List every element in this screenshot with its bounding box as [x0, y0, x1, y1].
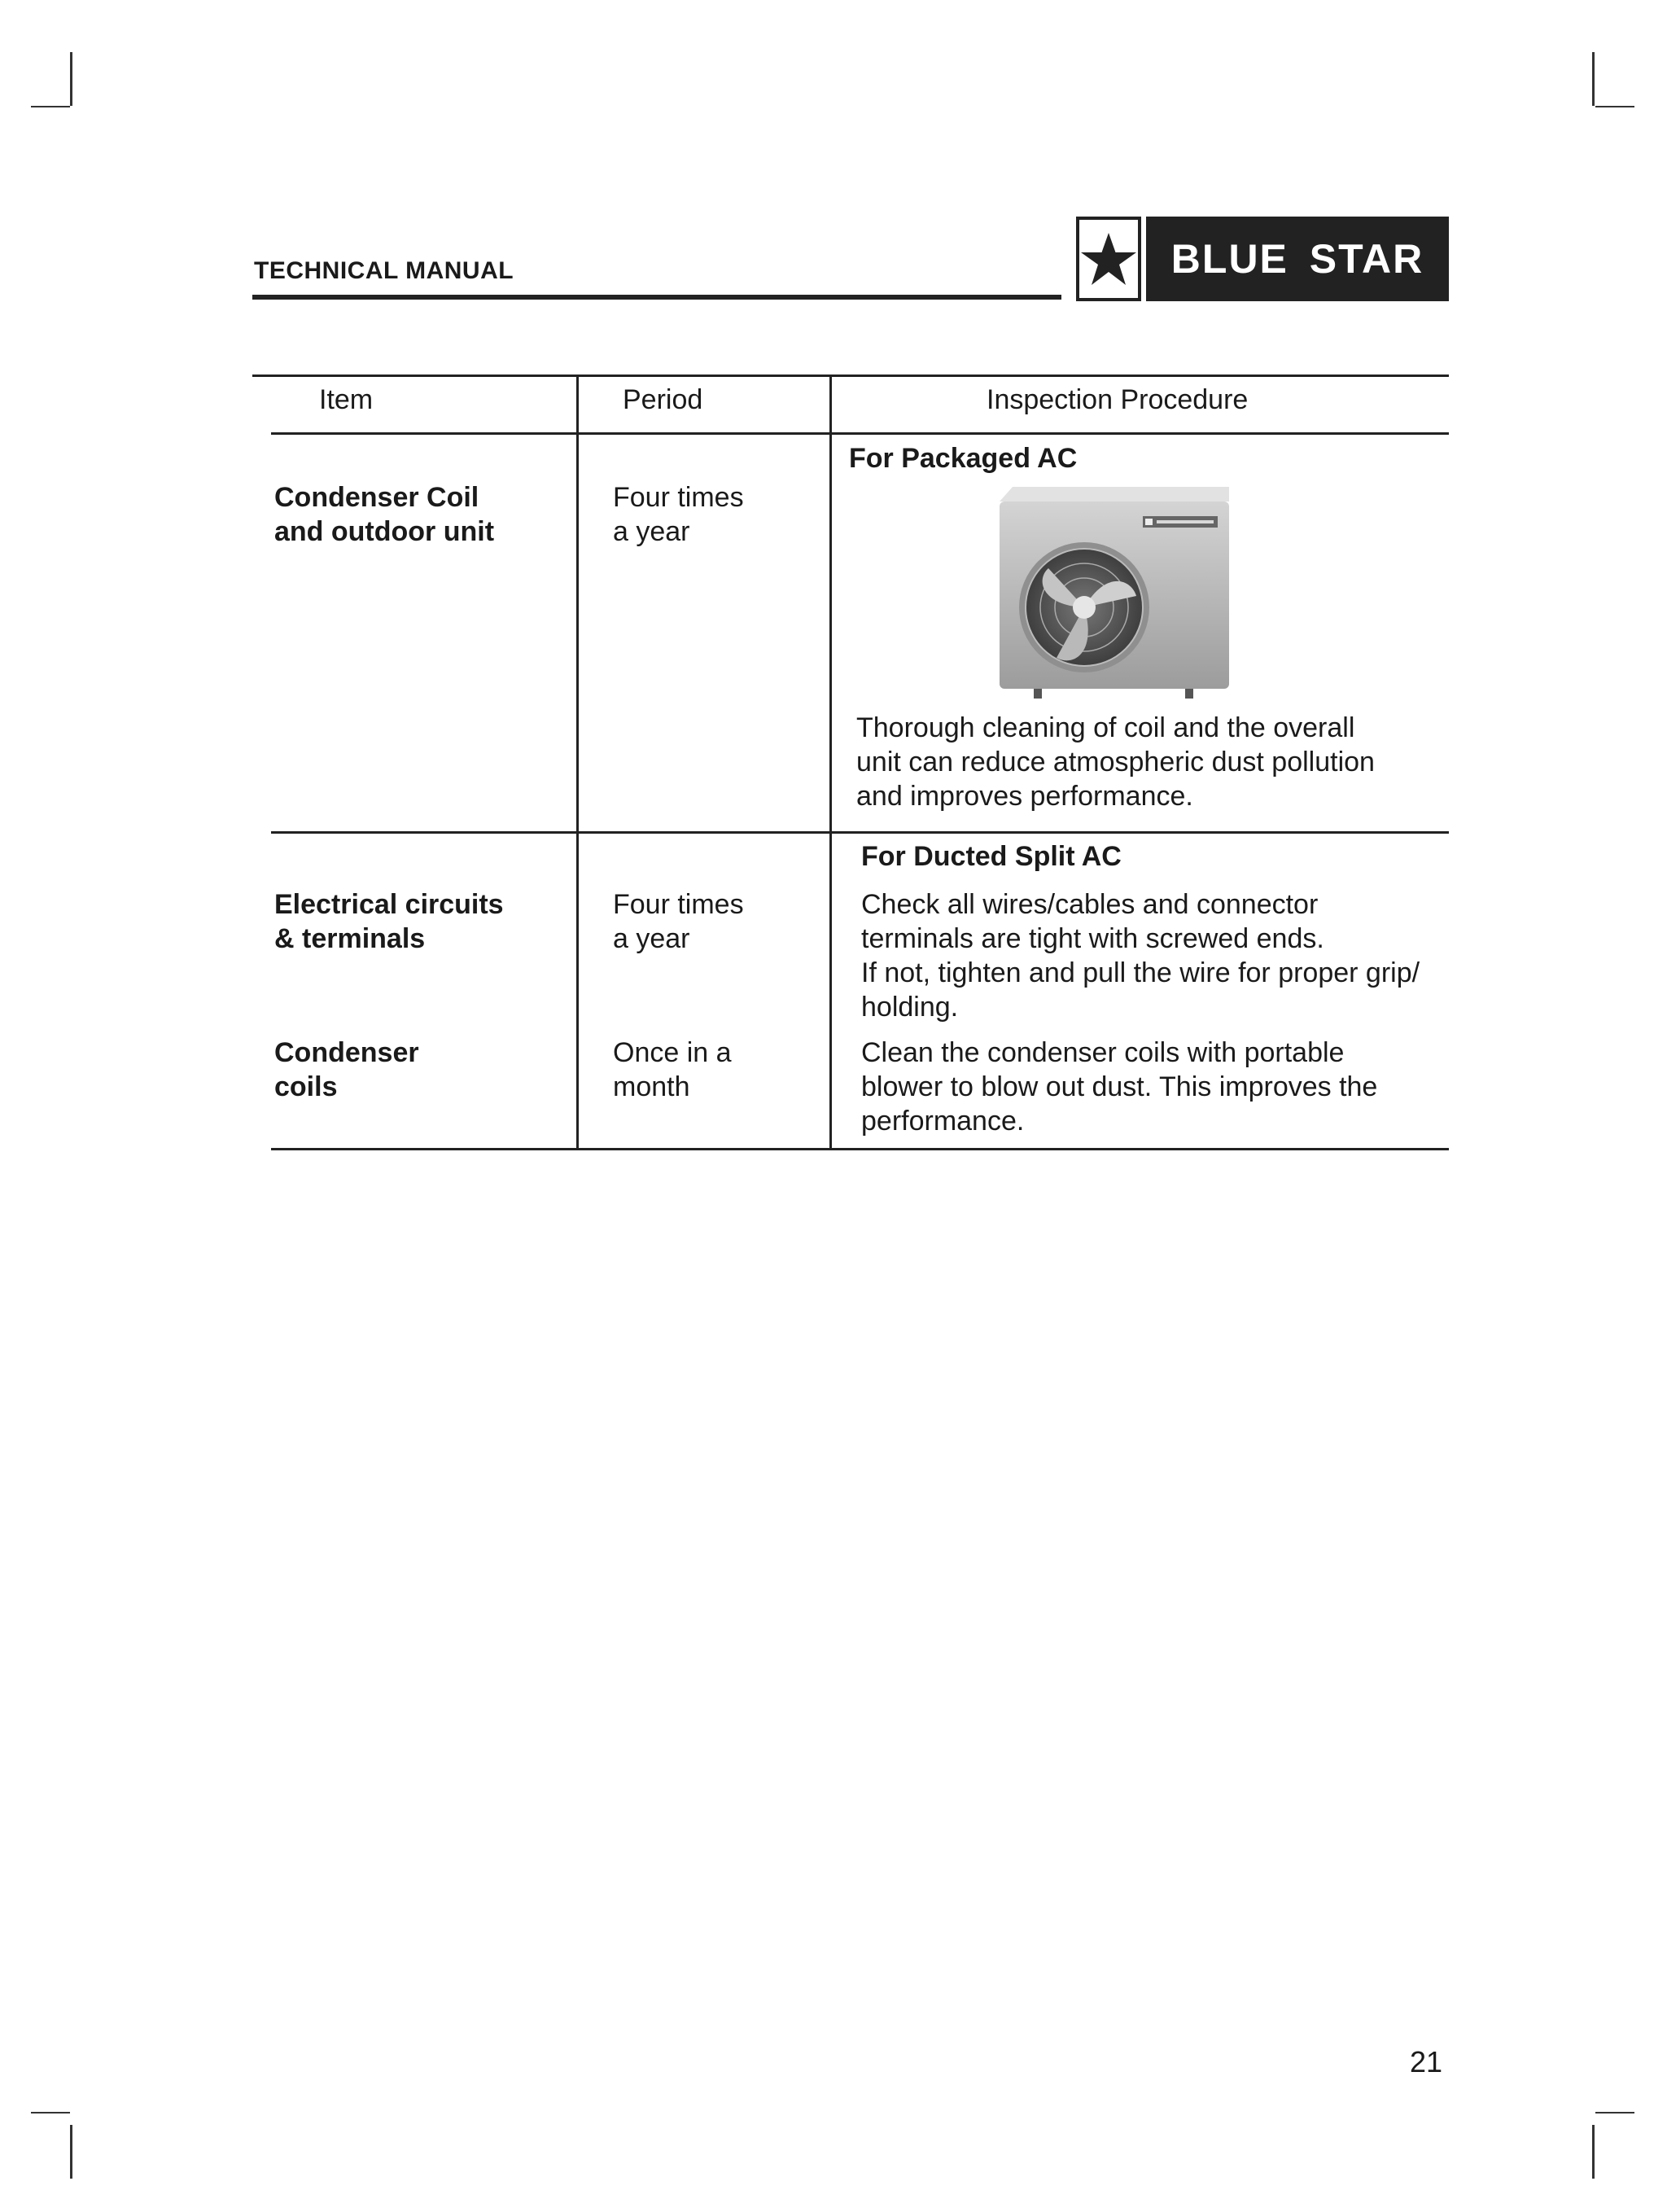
- row-period: Four times a year: [613, 482, 744, 547]
- header-rule: [252, 295, 1061, 300]
- brand-logo: BLUE STAR: [1146, 217, 1449, 301]
- table-top-rule: [252, 375, 1449, 377]
- table-bottom-rule: [271, 1148, 1449, 1150]
- document-title: TECHNICAL MANUAL: [254, 257, 514, 284]
- column-header-period: Period: [623, 384, 703, 415]
- column-divider: [576, 375, 579, 1150]
- crop-mark: [1595, 2112, 1634, 2113]
- row-item: Condenser Coil and outdoor unit: [274, 482, 495, 547]
- row-period: Four times a year: [613, 889, 744, 954]
- column-header-item: Item: [319, 384, 374, 415]
- section-heading: For Packaged AC: [849, 443, 1078, 474]
- crop-mark: [1595, 106, 1634, 107]
- section-heading: For Ducted Split AC: [861, 841, 1122, 872]
- crop-mark: [1592, 52, 1595, 106]
- section-divider: [271, 831, 1449, 834]
- packaged-ac-unit-image: [993, 484, 1237, 703]
- page-number: 21: [1410, 2045, 1443, 2078]
- crop-mark: [70, 2125, 72, 2179]
- crop-mark: [70, 52, 72, 106]
- star-icon: [1076, 217, 1141, 301]
- table-header-rule: [271, 432, 1449, 435]
- crop-mark: [31, 2112, 70, 2113]
- column-divider: [829, 375, 832, 1150]
- crop-mark: [1592, 2125, 1595, 2179]
- row-procedure: Clean the condenser coils with portable blower to blow out dust. This improves the performance.: [861, 1037, 1378, 1137]
- row-period: Once in a month: [613, 1037, 732, 1102]
- row-procedure: Thorough cleaning of coil and the overall unit can reduce atmospheric dust pollution and improves performance.: [856, 712, 1375, 812]
- row-item: Electrical circuits & terminals: [274, 889, 504, 954]
- row-item: Condenser coils: [274, 1037, 419, 1102]
- column-header-procedure: Inspection Procedure: [987, 384, 1249, 415]
- row-procedure: Check all wires/cables and connector terminals are tight with screwed ends. If not, tighten and pull the wire for proper grip/ holding.: [861, 889, 1420, 1023]
- crop-mark: [31, 106, 70, 107]
